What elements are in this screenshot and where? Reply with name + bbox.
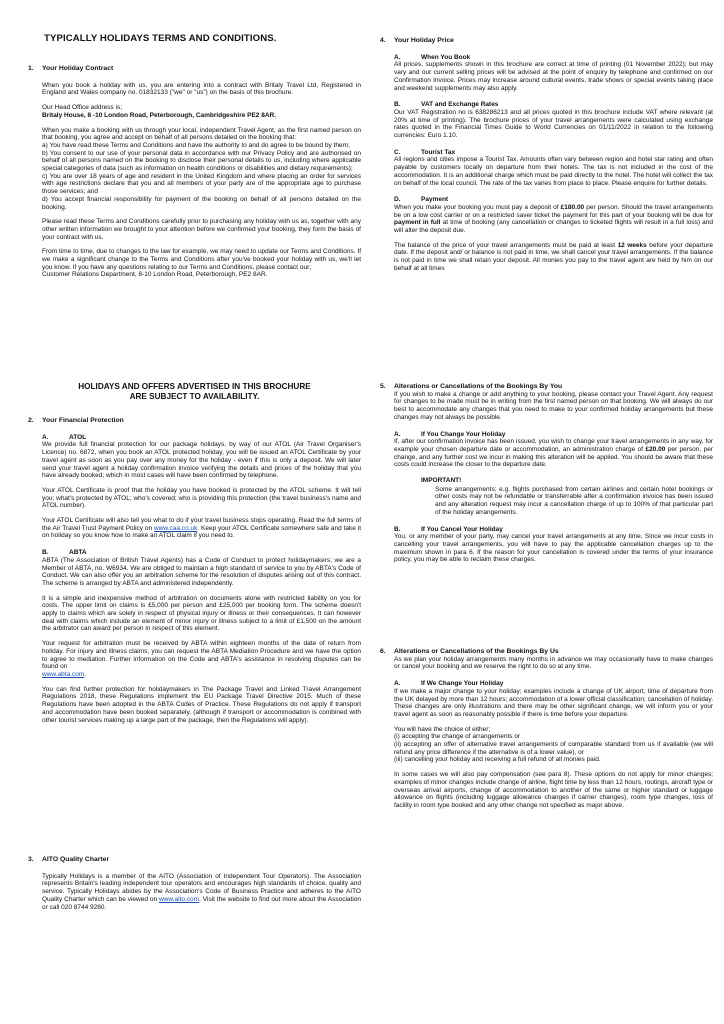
paragraph: ABTA (The Association of British Travel Agents) has a Code of Conduct to protect holidaymakers; we are a Member of ABTA, no. W6934. We are obliged to maintain a high standard of service to you by ABTA's Code of Conduct. We can also offer you an arbitration scheme for the resolution of disputes arising out of this contract. The scheme is arranged by ABTA and administered independently. [42, 556, 361, 587]
subsection-letter: C. [394, 148, 401, 156]
head-office-address: Britaly House, 8 -10 London Road, Peterborough, Cambridgeshire PE2 8AR. [42, 111, 277, 119]
subsection-title: ATOL [69, 433, 87, 441]
section-heading [380, 37, 713, 45]
subsection-letter: A. [42, 433, 49, 441]
section-6 [380, 648, 713, 810]
subsection-heading [394, 680, 713, 688]
subsection-letter: A. [394, 680, 401, 688]
text: per person, per change, and any further cost we incur in making this alteration will be applied. You should be aware that these costs could increase the closer to the departure date. [394, 445, 713, 469]
paragraph: All regions and cities impose a Tourist Tax. Amounts often vary between region and hotel star rating and often payable by customers locally on departure from their hotels. The tax is not included in the cost of the accommodation. It is an additional charge which must be paid directly to the hotel. The hotel will collect the tax on behalf of the local council. The rate of the tax varies from place to place. Please enquire for further details. [394, 156, 713, 187]
subsection-heading [394, 149, 713, 157]
section-5 [380, 383, 713, 564]
list-item: d) You accept financial responsibility for payment of the booking on behalf of all persons detailed on the booking. [42, 195, 361, 211]
paragraph: Your ATOL Certificate is proof that the holiday you have booked is protected by the ATOL scheme. It will tell you; what's protected by ATOL; who's covered; who is providing this protection (the travel business's name and ATOL number). [42, 486, 361, 510]
list-item: a) You have read these Terms and Conditions and have the authority to and do agree to be bound by them; [42, 141, 350, 149]
subsection-letter: B. [42, 549, 49, 557]
section-number: 5. [380, 383, 386, 390]
text: Typically Holidays is a member of the AITO (Association of Independent Tour Operators). The Association represents Britain's leading independent tour operators and encourages high standards of choice, quality and service. Typically Holidays abides by the Association's Code of Business Practice and adheres to the AITO Quality Charter which can be viewed on [42, 872, 361, 903]
paragraph: Please read these Terms and Conditions carefully prior to purchasing any holiday with us as, together with any other written information we brought to your attention before we confirmed your booking, they form the basis of your contract with us. [42, 218, 361, 241]
emphasis: payment in full [394, 219, 441, 227]
subsection-title: Tourist Tax [421, 148, 456, 156]
paragraph: You can find further protection for holidaymakers in The Package Travel and Linked Travel Arrangement Regulations 2018, these Regulations implement the EU Package Travel Directive 2015. Much of these Regulations have been adopted in the ABTA Codes of Practice. These Regulations do not apply if transport and accommodation have been booked separately, (although if transport or accommodation is combined with other tourist services making up a large part of the package, then the Regulations will apply). [42, 685, 361, 724]
admin-charge-amount: £20.00 [645, 445, 666, 453]
paragraph [394, 438, 713, 469]
text: . [84, 670, 87, 678]
document-title: TYPICALLY HOLIDAYS TERMS AND CONDITIONS. [44, 33, 277, 44]
paragraph: Our Head Office address is; [42, 104, 123, 112]
text: before your departure date. If the deposit and/ or balance is not paid in time, we shall cancel your travel arrangements. If the balance is not paid in time we shall retain your deposit. All monies you pay to the travel agent are held by him on our behalf at all times [394, 241, 713, 272]
subsection-heading [42, 549, 361, 557]
subsection-letter: A. [394, 430, 401, 438]
subsection-title: VAT and Exchange Rates [421, 101, 499, 109]
subsection-title: When You Book [421, 53, 471, 61]
section-heading [28, 417, 361, 425]
paragraph: We provide full financial protection for our package holidays, by way of our ATOL (Air Travel Organiser's Licence) no. 6872, when you book an ATOL protected holiday, you will be issued an ATOL Certificate by your travel agent as soon as you pay over any money for the holiday - even if this is only a deposit. We will later send your travel agent a holiday confirmation invoice verifying the details and prices of the holiday that you have already booked; which in most cases will have been confirmed by telephone. [42, 441, 361, 480]
section-heading [28, 856, 361, 864]
paragraph: If we make a major change to your holiday; examples include a change of UK airport, time of departure from the UK delayed by more than 12 hours; accommodation of a lower official classification; cancellation of holiday. These changes are only illustrations and there may be other significant change, we will inform you or your travel agent as soon as reasonably possible if there is time before your departure. [394, 687, 713, 718]
important-body: Some arrangements; e.g. flights purchased from certain airlines and certain hotel bookings or other costs may not be refundable or transferrable after a confirmation invoice has been issued and any alteration request may incur a cancellation charge of up to 100% of that particular part of the holiday arrangements. [435, 485, 713, 516]
section-number: 1. [28, 65, 34, 72]
section-number: 4. [380, 37, 386, 44]
list-item: c) You are over 18 years of age and resident in the United Kingdom and where placing an order for services with age restrictions declare that you and all members of your party are of the appropriate age to purchase those services; and [42, 172, 361, 196]
subsection-letter: A. [394, 53, 401, 61]
paragraph: In some cases we will also pay compensation (see para 8). These options do not apply for minor changes; examples of minor changes include change of airline, flight time by less than 12 hours, routings, aircraft type or overseas arrival airports, change of accommodation to another of the same or higher standard or luggage allowance on flights (including luggage allowance changes if carrier changes), room type changes, loss of facility in room type booked and any other change not specified as major above. [394, 771, 713, 809]
subsection-heading [394, 196, 713, 204]
paragraph: As we plan your holiday arrangements many months in advance we may occasionally have to make changes or cancel your booking and we reserve the right to do so at any time. [394, 655, 713, 671]
emphasis: 12 weeks [617, 241, 647, 249]
text: When you make your booking you must pay a deposit of [394, 203, 561, 211]
customer-relations-address: Customer Relations Department, 8-10 London Road, Peterborough, PE2 8AR. [42, 271, 268, 279]
paragraph: All prices, supplements shown in this brochure are correct at time of printing (01 November 2022); but may vary and our current selling prices will be advised at the point of enquiry by telephone and confirmed on our Confirmation Invoice. Prices may increase around cultural events, trade shows or special events taking place and weekend supplements may also apply. [394, 61, 713, 92]
subsection-heading [394, 526, 713, 534]
section-title: Your Holiday Price [394, 37, 454, 44]
paragraph: When you book a holiday with us, you are entering into a contract with Britaly Travel Ltd, Registered in England and Wales company no. 01832133 ("we" or "us") on the basis of this brochure. [42, 81, 361, 97]
section-heading [380, 648, 713, 656]
paragraph: Our VAT Registration no is 638286213 and all prices quoted in this brochure include VAT where relevant (at 20% at time of printing). The brochure prices of your travel arrangements were calculated using exchange rates quoted in the Financial Times Guide to World Currencies on 01/11/2022 in relation to the following currencies: Euro 1.10. [394, 108, 713, 140]
paragraph [394, 242, 713, 273]
important-notice [421, 477, 713, 517]
paragraph [42, 640, 361, 679]
list-item: b) You consent to our use of your personal data in accordance with our Privacy Policy and are authorised on behalf of all persons named on the booking to disclose their personal details to us, including where applicable special categories of data (such as information on health conditions or disabilities and dietary requirements); [42, 149, 361, 173]
subsection-letter: D. [394, 196, 401, 204]
paragraph: If you wish to make a change or add anything to your booking, please contact your Travel Agent. Any request for changes to be made must be in writing from the first named person on that booking. We will always do our best to accommodate any changes that you need to make to your confirmed holiday arrangements but these changes may not always be possible. [394, 390, 713, 421]
subsection-letter: B. [394, 525, 401, 533]
paragraph: It is a simple and inexpensive method of arbitration on documents alone with restricted liability on you for costs. The upper limit on claims is £5,000 per person and £25,000 per booking form. The scheme doesn't apply to claims which are solely in respect of physical injury or illness or their consequences. It can however deal with claims which include an element of minor injury or illness subject to a limit of £1,500 on the amount the arbitrator can award per person in respect of this element. [42, 594, 361, 633]
section-number: 6. [380, 648, 386, 655]
text: per person. Should the travel arrangements be on a low cost carrier or on a restricted saver ticket the payment for this part of your booking will be due for [394, 203, 713, 219]
text: . Visit the website to find out more about the Association or call 020 8744 9280. [42, 895, 362, 911]
notice-line: ARE SUBJECT TO AVAILABILITY. [129, 392, 260, 401]
subsection-title: If We Change Your Holiday [421, 680, 504, 688]
option-item: (i) accepting the change of arrangements or [394, 733, 521, 741]
option-item: (iii) cancelling your holiday and receiving a full refund of all monies paid. [394, 756, 601, 764]
paragraph [42, 873, 361, 912]
section-4 [380, 37, 713, 273]
section-title: AITO Quality Charter [42, 856, 110, 863]
availability-notice [28, 382, 361, 402]
paragraph [394, 204, 713, 235]
important-heading: IMPORTANT! [421, 477, 462, 485]
section-number: 2. [28, 417, 34, 424]
subsection-title: If You Change Your Holiday [421, 430, 506, 438]
paragraph [42, 517, 361, 540]
text: . Keep your ATOL Certificate somewhere safe and take it on holiday so you know how to make an ATOL claim if you need to. [42, 524, 362, 540]
subsection-title: If You Cancel Your Holiday [421, 525, 503, 533]
option-item: (ii) accepting an offer of alternative travel arrangements of comparable standard from us if available (we will refund any price difference if the alternative is of a lower value), or [394, 741, 713, 756]
text: Your ATOL Certificate will also tell you what to do if your travel business stops operating. Read the full terms of the Air Travel Trust Payment Policy on [42, 517, 361, 532]
section-2 [28, 417, 361, 724]
section-title: Alterations or Cancellations of the Bookings By You [394, 383, 563, 390]
text: The balance of the price of your travel arrangements must be paid at least [394, 241, 618, 249]
paragraph: When you make a booking with us through your local, independent Travel Agent, as the first named person on that booking, you agree and accept on behalf of all persons detailed on the booking that: [42, 126, 361, 142]
section-title: Your Holiday Contract [42, 65, 114, 72]
section-heading [380, 383, 713, 391]
section-3 [28, 856, 361, 911]
notice-line: HOLIDAYS AND OFFERS ADVERTISED IN THIS BROCHURE [78, 382, 311, 391]
subsection-heading [42, 434, 361, 442]
aito-link[interactable]: www.aito.com [158, 895, 200, 903]
subsection-heading [394, 431, 713, 439]
deposit-amount: £180.00 [560, 203, 585, 211]
subsection-title: Payment [421, 196, 449, 204]
section-heading [28, 65, 361, 73]
paragraph: You, or any member of your party, may cancel your travel arrangements at any time. Since we incur costs in cancelling your travel arrangements, you will have to pay the applicable cancellation charges up to the maximum shown in para 6. If the reason for your cancellation is covered under the terms of your insurance policy, you may be able to reclaim these charges. [394, 533, 713, 564]
text: Your request for arbitration must be received by ABTA within eighteen months of the date of return from holiday. For injury and illness claims, you can request the ABTA Mediation Procedure and we have the option to agree to mediation. Further information on the Code and ABTA's assistance in resolving disputes can be found on [42, 640, 361, 671]
text: If, after our confirmation invoice has been issued, you wish to change your travel arrangements in any way, for example your chosen departure date or accommodation, an administration charge of [394, 438, 713, 453]
caa-link[interactable]: www.caa.co.uk [154, 524, 198, 532]
section-number: 3. [28, 856, 34, 863]
subsection-heading [394, 101, 713, 109]
section-1 [28, 65, 361, 279]
text: at time of booking (any cancellation or changes to ticketed flights will result in a full loss) and will alter the deposit due. [394, 219, 713, 235]
subsection-title: ABTA [69, 549, 87, 557]
section-title: Your Financial Protection [42, 417, 124, 424]
subsection-letter: B. [394, 101, 401, 109]
section-title: Alterations or Cancellations of the Bookings By Us [394, 648, 559, 655]
paragraph: From time to time, due to changes to the law for example, we may need to update our Terms and Conditions. If we make a significant change to the Terms and Conditions after you've booked your holiday with us, we'll let you know. If you have any questions relating to our Terms and Conditions, please contact our; [42, 248, 361, 271]
subsection-heading [394, 54, 713, 62]
abta-link[interactable]: www.abta.com [42, 670, 85, 678]
paragraph: You will have the choice of either; [394, 725, 491, 733]
